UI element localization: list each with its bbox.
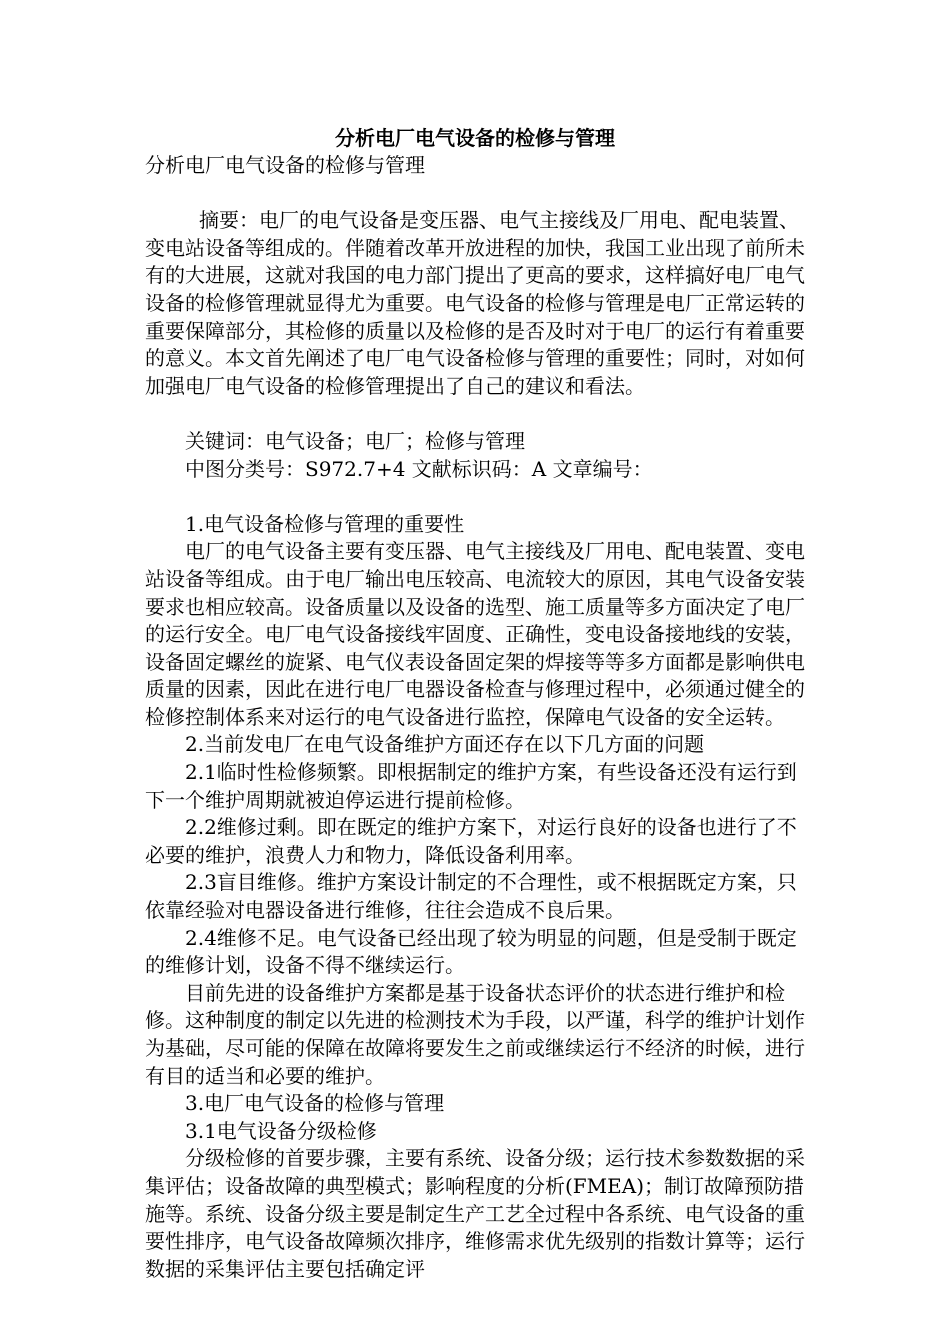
section-heading: 2.当前发电厂在电气设备维护方面还存在以下几方面的问题 [185,732,705,757]
blank-line [145,483,805,511]
keywords-line: 关键词：电气设备；电厂；检修与管理 [185,428,525,453]
document-body [145,152,805,1283]
document-subtitle: 分析电厂电气设备的检修与管理 [145,153,425,177]
body-paragraph: 目前先进的设备维护方案都是基于设备状态评价的状态进行维护和检修。这种制度的制定以先进的检测技术为手段，以严谨，科学的维护计划作为基础，尽可能的保障在故障将要发生之前或继续运行不经济的时候，进行有目的适当和必要的维护。 [145,980,805,1088]
subsection-heading: 3.1电气设备分级检修 [185,1118,377,1143]
body-paragraph: 2.1临时性检修频繁。即根据制定的维护方案，有些设备还没有运行到下一个维护周期就被迫停运进行提前检修。 [145,760,797,812]
body-paragraph: 2.4维修不足。电气设备已经出现了较为明显的问题，但是受制于既定的维修计划，设备不得不继续运行。 [145,925,797,978]
abstract-paragraph: 摘要：电厂的电气设备是变压器、电气主接线及厂用电、配电装置、变电站设备等组成的。伴随着改革开放进程的加快，我国工业出现了前所未有的大进展，这就对我国的电力部门提出了更高的要求，这样搞好电厂电气设备的检修管理就显得尤为重要。电气设备的检修与管理是电厂正常运转的重要保障部分，其检修的质量以及检修的是否及时对于电厂的运行有着重要的意义。本文首先阐述了电厂电气设备检修与管理的重要性；同时，对如何加强电厂电气设备的检修管理提出了自己的建议和看法。 [145,208,805,398]
classification-line: 中图分类号：S972.7+4 文献标识码：A 文章编号： [185,456,653,481]
section-heading: 3.电厂电气设备的检修与管理 [185,1091,445,1116]
document-title: 分析电厂电气设备的检修与管理 [335,126,615,150]
body-paragraph: 分级检修的首要步骤，主要有系统、设备分级；运行技术参数数据的采集评估；设备故障的典型模式；影响程度的分析(FMEA)；制订故障预防措施等。系统、设备分级主要是制定生产工艺全过程中各系统、电气设备的重要性排序，电气设备故障频次排序，维修需求优先级别的指数计算等；运行数据的采集评估主要包括确定评 [145,1146,805,1281]
body-paragraph: 电厂的电气设备主要有变压器、电气主接线及厂用电、配电装置、变电站设备等组成。由于电厂输出电压较高、电流较大的原因，其电气设备安装要求也相应较高。设备质量以及设备的选型、施工质量等多方面决定了电厂的运行安全。电厂电气设备接线牢固度、正确性，变电设备接地线的安装，设备固定螺丝的旋紧、电气仪表设备固定架的焊接等等多方面都是影响供电质量的因素，因此在进行电厂电器设备检查与修理过程中，必须通过健全的检修控制体系来对运行的电气设备进行监控，保障电气设备的安全运转。 [145,539,805,729]
section-heading: 1.电气设备检修与管理的重要性 [185,511,465,536]
blank-line [145,180,805,208]
body-paragraph: 2.2维修过剩。即在既定的维护方案下，对运行良好的设备也进行了不必要的维护，浪费人力和物力，降低设备利用率。 [145,815,797,867]
blank-line [145,400,805,428]
body-paragraph: 2.3盲目维修。维护方案设计制定的不合理性，或不根据既定方案，只依靠经验对电器设备进行维修，往往会造成不良后果。 [145,870,797,923]
